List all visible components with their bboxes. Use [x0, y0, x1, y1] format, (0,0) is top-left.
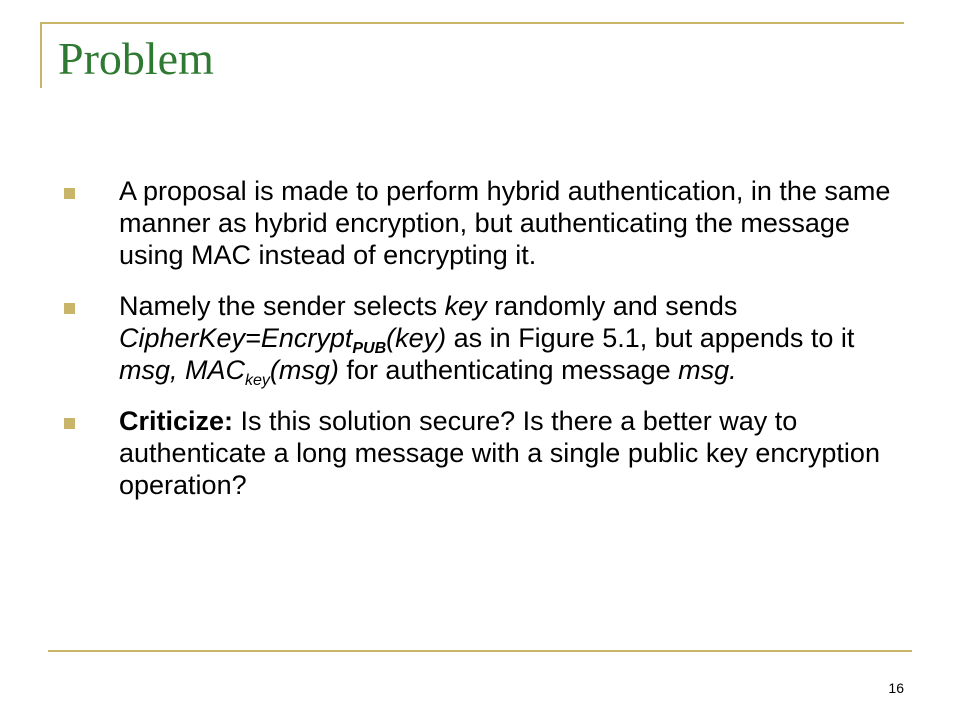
bullet-item: [0, 405, 899, 501]
bullet-text: Criticize: Is this solution secure? Is there a better way to authenticate a long message with a single public key encryption operation?: [119, 406, 880, 500]
bullet-square-icon: [64, 418, 75, 429]
pub-subscript: PUB: [352, 340, 387, 357]
bullet-square-icon: [64, 303, 75, 314]
key-subscript: key: [245, 372, 270, 389]
bullet-list: [0, 175, 960, 520]
left-rule: [40, 22, 42, 88]
bullet-item: [0, 175, 899, 271]
top-rule: [40, 22, 904, 24]
bullet-item: [0, 290, 899, 389]
page-number: 16: [888, 680, 904, 696]
cipherkey-expression: CipherKey=Encrypt: [119, 323, 353, 353]
criticize-label: Criticize:: [119, 406, 234, 436]
msg-mac-expression: msg, MAC: [119, 355, 246, 385]
bullet-square-icon: [64, 188, 75, 199]
key-term: key: [444, 291, 487, 321]
bottom-rule: [48, 650, 912, 652]
slide-title: Problem: [58, 33, 214, 84]
bullet-text: Namely the sender selects key randomly and sends CipherKey=Encrypt$_{PUB}$(key) as in Figure 5.1, but appends to it msg, $MAC_{key}(msg)$ for authenticating message msg.: [119, 291, 855, 389]
bullet-text: A proposal is made to perform hybrid authentication, in the same manner as hybrid encryption, but authenticating the message using MAC instead of encrypting it.: [119, 176, 891, 270]
msg-term: msg.: [678, 355, 737, 385]
